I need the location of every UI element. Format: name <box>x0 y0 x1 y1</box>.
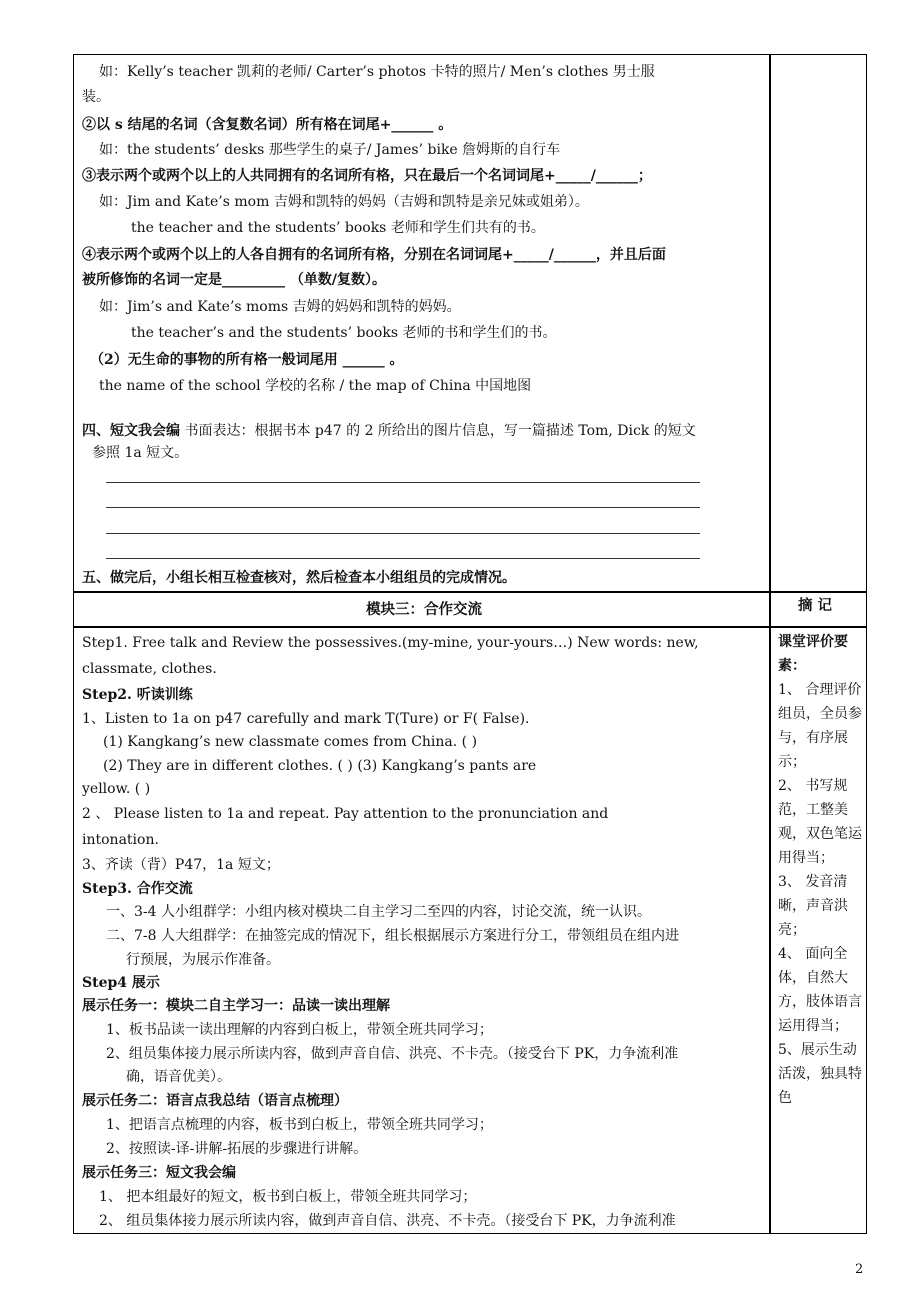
step-line: (2) They are in different clothes. ( ) (3) Kangkang’s pants are <box>103 758 537 774</box>
example-line: 如：Jim and Kate’s mom 吉姆和凯特的妈妈（吉姆和凯特是亲兄妹或姐弟）。 <box>99 194 589 210</box>
step-line: Step1. Free talk and Review the possessives.(my-mine, your-yours…) New words: new, <box>82 635 699 651</box>
section-4-title: 四、短文我会编 <box>82 423 180 439</box>
task-heading: 展示任务一：模块二自主学习一：品读一读出理解 <box>82 998 390 1014</box>
step-line: 二、7-8 人大组群学：在抽签完成的情况下，组长根据展示方案进行分工，带领组员在组内进 <box>106 928 679 944</box>
step-heading: Step4 展示 <box>82 975 160 991</box>
task-heading: 展示任务二：语言点我总结（语言点梳理） <box>82 1093 348 1109</box>
rule-line: 被所修饰的名词一定是_________ （单数/复数）。 <box>82 272 386 288</box>
step-line: 1、 把本组最好的短文，板书到白板上，带领全班共同学习； <box>99 1189 477 1205</box>
step-line: 一、3-4 人小组群学：小组内核对模块二自主学习二至四的内容，讨论交流，统一认识。 <box>106 904 651 920</box>
rule-line: ③表示两个或两个以上的人共同拥有的名词所有格，只在最后一个名词词尾+_____/______； <box>82 168 652 184</box>
evaluation-item: 5、展示生动活泼，独具特色 <box>778 1042 862 1106</box>
writing-line <box>106 558 700 559</box>
row-divider-top <box>73 591 867 593</box>
example-line: the teacher’s and the students’ books 老师的书和学生们的书。 <box>131 325 557 341</box>
evaluation-item: 4、 面向全体，自然大方，肢体语言运用得当； <box>778 946 862 1034</box>
step-heading: Step2. 听读训练 <box>82 687 193 703</box>
evaluation-item: 2、 书写规范，工整美观，双色笔运用得当； <box>778 778 862 866</box>
section-4 <box>82 421 696 441</box>
evaluation-item: 1、 合理评价组员，全员参与，有序展示； <box>778 682 862 770</box>
evaluation-item: 3、 发音清晰，声音洪亮； <box>778 874 848 938</box>
rule-line: ④表示两个或两个以上的人各自拥有的名词所有格，分别在名词词尾+_____/______，并且后面 <box>82 247 666 263</box>
step-line: (1) Kangkang’s new classmate comes from China. ( ) <box>103 734 478 750</box>
step-line: 3、齐读（背）P47，1a 短文； <box>82 857 280 873</box>
section-4-text-2: 参照 1a 短文。 <box>92 445 189 461</box>
step-line: 2 、 Please listen to 1a and repeat. Pay attention to the pronunciation and <box>82 806 609 822</box>
section-5: 五、做完后，小组长相互检查核对，然后检查本小组组员的完成情况。 <box>82 570 516 586</box>
step-line: 2、组员集体接力展示所读内容，做到声音自信、洪亮、不卡壳。（接受台下 PK，力争流利准 <box>106 1046 679 1062</box>
writing-line <box>106 533 700 534</box>
module-3-title: 模块三：合作交流 <box>366 601 482 618</box>
page-number: 2 <box>855 1262 864 1277</box>
step-line: classmate, clothes. <box>82 661 217 677</box>
rule-line: ②以 s 结尾的名词（含复数名词）所有格在词尾+______ 。 <box>82 117 453 133</box>
section-4-text: 书面表达：根据书本 p47 的 2 所给出的图片信息，写一篇描述 Tom, Dick 的短文 <box>180 423 696 439</box>
example-line: 如：Kelly’s teacher 凯莉的老师/ Carter’s photos 卡特的照片/ Men’s clothes 男士服 <box>99 64 655 80</box>
step-line: intonation. <box>82 832 159 848</box>
notes-header: 摘 记 <box>798 597 833 614</box>
example-line: 如：the students’ desks 那些学生的桌子/ James’ bike 詹姆斯的自行车 <box>99 142 561 158</box>
example-line: the teacher and the students’ books 老师和学生们共有的书。 <box>131 220 545 236</box>
step-line: 2、 组员集体接力展示所读内容，做到声音自信、洪亮、不卡壳。（接受台下 PK，力争流利准 <box>99 1213 676 1229</box>
step-line: 1、Listen to 1a on p47 carefully and mark T(Ture) or F( False). <box>82 711 530 727</box>
row-divider-header <box>73 626 867 628</box>
step-line: 行预展，为展示作准备。 <box>126 952 280 968</box>
step-line: 1、板书品读一读出理解的内容到白板上，带领全班共同学习； <box>106 1022 493 1038</box>
task-heading: 展示任务三：短文我会编 <box>82 1165 236 1181</box>
writing-line <box>106 482 700 483</box>
evaluation-title: 课堂评价要素： <box>778 634 848 674</box>
step-line: 确，语音优美）。 <box>126 1069 231 1085</box>
writing-line <box>106 507 700 508</box>
step-heading: Step3. 合作交流 <box>82 881 193 897</box>
example-line: 装。 <box>82 89 110 105</box>
rule-line: （2）无生命的事物的所有格一般词尾用 ______ 。 <box>90 352 404 368</box>
step-line: yellow. ( ) <box>82 781 151 797</box>
example-line: the name of the school 学校的名称 / the map of China 中国地图 <box>99 378 532 394</box>
example-line: 如：Jim’s and Kate’s moms 吉姆的妈妈和凯特的妈妈。 <box>99 299 461 315</box>
step-line: 2、按照读-译-讲解-拓展的步骤进行讲解。 <box>106 1141 368 1157</box>
column-divider <box>769 54 771 1234</box>
step-line: 1、把语言点梳理的内容，板书到白板上，带领全班共同学习； <box>106 1117 493 1133</box>
